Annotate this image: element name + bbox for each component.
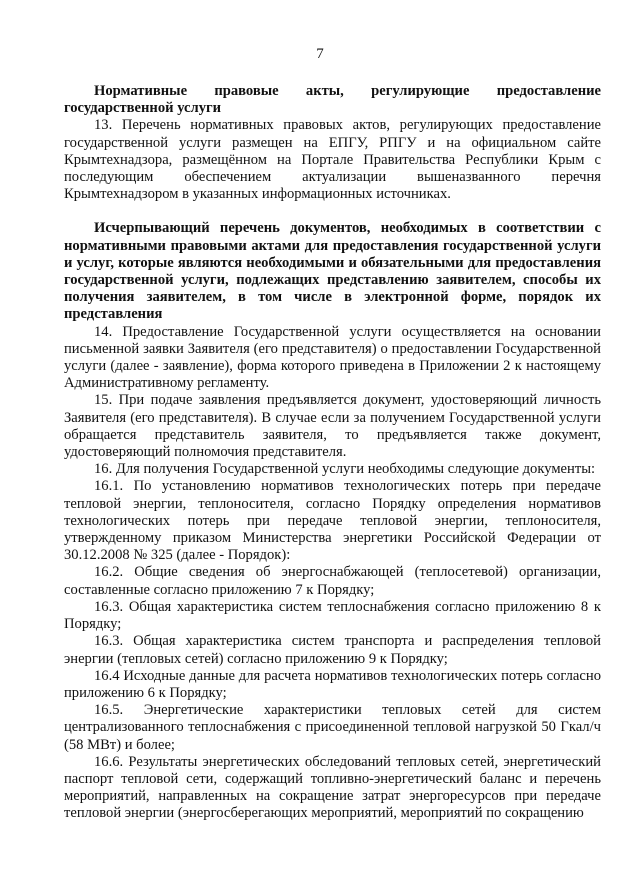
- paragraph: 13. Перечень нормативных правовых актов, регулирующих предоставление государственной услуги размещен на ЕПГУ, РПГУ и на официальном сайте Крымтехнадзора, размещённом на Портале Правительства Республики Крым с последующим обеспечением актуализации вышеназванного перечня Крымтехнадзором в указанных информационных источниках.: [64, 117, 601, 203]
- paragraph: 16. Для получения Государственной услуги необходимы следующие документы:: [94, 461, 596, 478]
- paragraph: 16.4 Исходные данные для расчета нормативов технологических потерь согласно приложению 6 к Порядку;: [64, 667, 601, 701]
- paragraph: 14. Предоставление Государственной услуги осуществляется на основании письменной заявки Заявителя (его представителя) о предоставлении Государственной услуги (далее - заявление), форма которого приведена в Приложении 2 к настоящему Административному регламенту.: [64, 323, 601, 392]
- section-heading: Нормативные правовые акты, регулирующие предоставление государственной услуги: [64, 83, 601, 117]
- section-heading: Исчерпывающий перечень документов, необходимых в соответствии с нормативными правовыми актами для предоставления государственной услуги и услуг, которые являются необходимыми и обязательными для предоставления государственной услуги, подлежащих представлению заявителем, способы их получения заявителем, в том числе в электронной форме, порядок их представления: [64, 220, 601, 323]
- paragraph: 16.3. Общая характеристика систем транспорта и распределения тепловой энергии (тепловых сетей) согласно приложению 9 к Порядку;: [64, 633, 601, 667]
- page-content: [64, 83, 601, 823]
- spacer: [64, 203, 601, 220]
- paragraph: 15. При подаче заявления предъявляется документ, удостоверяющий личность Заявителя (его представителя). В случае если за получением Государственной услуги обращается представитель заявителя, то предъявляется также документ, удостоверяющий полномочия представителя.: [64, 392, 601, 461]
- paragraph: 16.1. По установлению нормативов технологических потерь при передаче тепловой энергии, теплоносителя, согласно Порядку определения нормативов технологических потерь при передаче тепловой энергии, теплоносителя, утвержденному приказом Министерства энергетики Российской Федерации от 30.12.2008 № 325 (далее - Порядок):: [64, 478, 601, 564]
- page-number: 7: [316, 46, 324, 62]
- paragraph: 16.6. Результаты энергетических обследований тепловых сетей, энергетический паспорт тепловой сети, содержащий топливно-энергетический баланс и перечень мероприятий, направленных на сокращение затрат энергоресурсов при передаче тепловой энергии (энергосберегающих мероприятий, мероприятий по сокращению: [64, 753, 601, 822]
- paragraph: 16.5. Энергетические характеристики тепловых сетей для систем централизованного теплоснабжения с присоединенной тепловой нагрузкой 50 Гкал/ч (58 МВт) и более;: [64, 702, 601, 753]
- paragraph: 16.2. Общие сведения об энергоснабжающей (теплосетевой) организации, составленные согласно приложению 7 к Порядку;: [64, 564, 601, 598]
- paragraph: 16.3. Общая характеристика систем теплоснабжения согласно приложению 8 к Порядку;: [64, 598, 601, 633]
